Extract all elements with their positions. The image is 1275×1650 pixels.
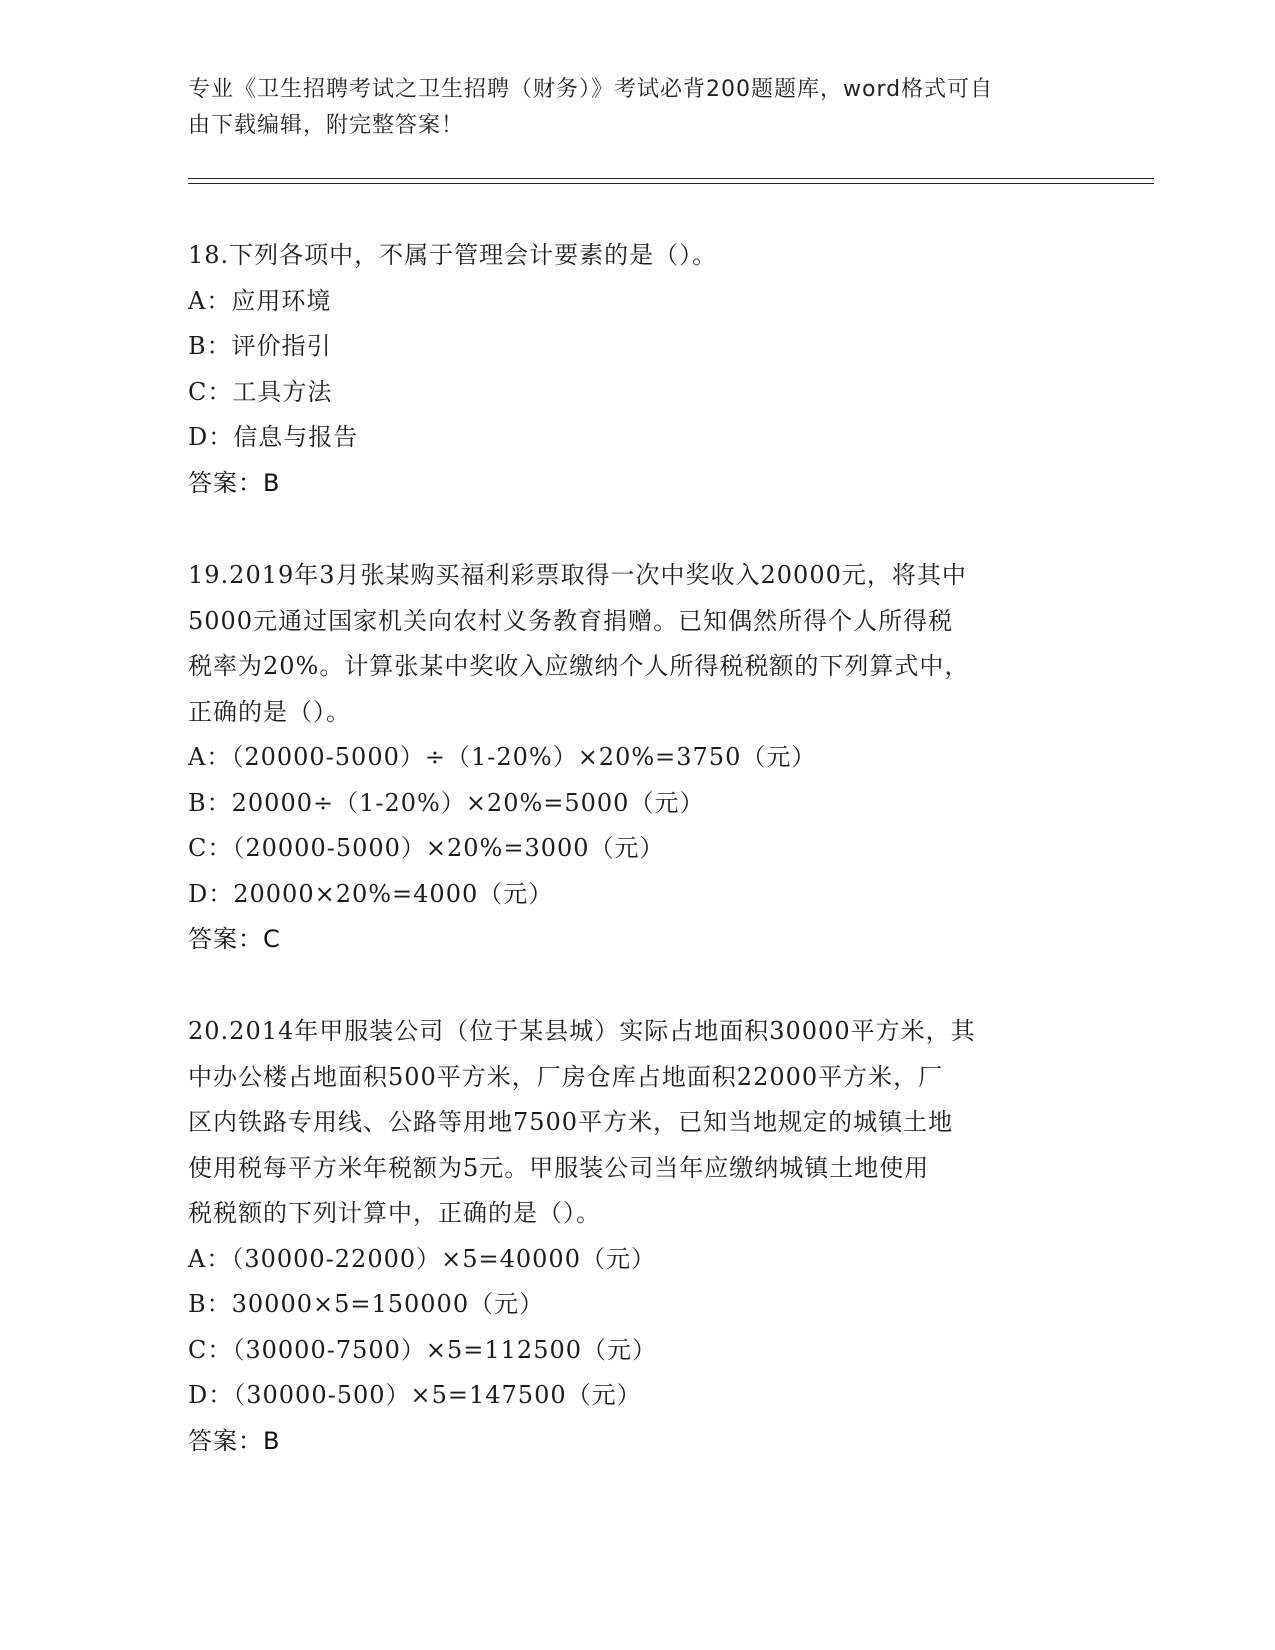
option-a: A：（30000-22000）×5=40000（元）	[188, 1244, 656, 1273]
option-b: B：20000÷（1-20%）×20%=5000（元）	[188, 788, 705, 817]
question-stem-line: 税税额的下列计算中，正确的是（）。	[188, 1199, 601, 1227]
question-stem-line: 税率为20%。计算张某中奖收入应缴纳个人所得税税额的下列算式中，	[188, 652, 970, 680]
question-20	[188, 1009, 1088, 1464]
option-a: A：（20000-5000）÷（1-20%）×20%=3750（元）	[188, 743, 817, 771]
answer: 答案：C	[188, 925, 281, 953]
question-stem-line: 18.下列各项中，不属于管理会计要素的是（）。	[188, 241, 718, 269]
option-c: C：（30000-7500）×5=112500（元）	[188, 1335, 658, 1364]
header-line-1: 专业《卫生招聘考试之卫生招聘（财务）》考试必背200题题库，word格式可自	[188, 77, 994, 102]
option-d: D：20000×20%=4000（元）	[188, 879, 554, 908]
question-19	[188, 553, 1088, 963]
option-d: D：（30000-500）×5=147500（元）	[188, 1381, 642, 1409]
header-line-2: 由下载编辑，附完整答案！	[188, 113, 465, 138]
option-a: A：应用环境	[188, 286, 332, 315]
answer: 答案：B	[188, 1426, 281, 1455]
question-stem-line: 20.2014年甲服装公司（位于某县城）实际占地面积30000平方米，其	[188, 1017, 976, 1045]
question-stem-line: 19.2019年3月张某购买福利彩票取得一次中奖收入20000元，将其中	[188, 561, 967, 589]
option-b: B：30000×5=150000（元）	[188, 1290, 545, 1318]
option-c: C：工具方法	[188, 377, 333, 406]
question-18	[188, 233, 1088, 506]
question-stem-line: 使用税每平方米年税额为5元。甲服装公司当年应缴纳城镇土地使用	[188, 1153, 930, 1182]
option-d: D：信息与报告	[188, 423, 359, 451]
answer: 答案：B	[188, 468, 281, 497]
question-stem-line: 正确的是（）。	[188, 697, 351, 726]
document-header	[188, 72, 1088, 144]
question-stem-line: 中办公楼占地面积500平方米，厂房仓库占地面积22000平方米，厂	[188, 1062, 944, 1091]
question-stem-line: 区内铁路专用线、公路等用地7500平方米，已知当地规定的城镇土地	[188, 1108, 954, 1136]
question-stem-line: 5000元通过国家机关向农村义务教育捐赠。已知偶然所得个人所得税	[188, 606, 954, 635]
option-b: B：评价指引	[188, 332, 332, 360]
header-divider-bottom	[188, 183, 1154, 184]
header-divider-top	[188, 178, 1154, 179]
option-c: C：（20000-5000）×20%=3000（元）	[188, 834, 665, 862]
